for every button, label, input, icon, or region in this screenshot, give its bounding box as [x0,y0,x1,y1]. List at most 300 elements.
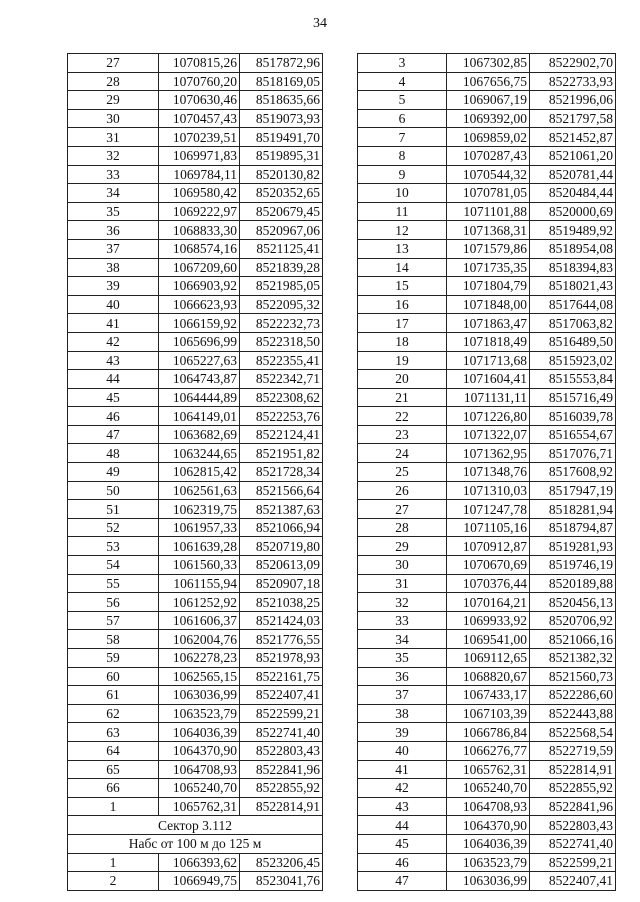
x-coordinate: 1071863,47 [447,314,530,333]
x-coordinate: 1070164,21 [447,593,530,612]
x-coordinate: 1061252,92 [159,593,240,612]
point-number: 59 [68,649,159,668]
y-coordinate: 8520613,09 [240,556,323,575]
x-coordinate: 1071310,03 [447,481,530,500]
point-number: 47 [68,425,159,444]
point-number: 42 [68,332,159,351]
y-coordinate: 8519489,92 [530,221,616,240]
table-row [358,500,616,519]
y-coordinate: 8517872,96 [240,54,323,73]
table-row [358,202,616,221]
x-coordinate: 1070544,32 [447,165,530,184]
point-number: 54 [68,556,159,575]
table-row [358,370,616,389]
section-heading: Набс от 100 м до 125 м [68,834,323,853]
x-coordinate: 1062319,75 [159,500,240,519]
y-coordinate: 8519073,93 [240,109,323,128]
x-coordinate: 1071322,07 [447,425,530,444]
point-number: 46 [68,407,159,426]
table-row [358,221,616,240]
x-coordinate: 1071848,00 [447,295,530,314]
y-coordinate: 8522407,41 [530,872,616,891]
table-row [358,704,616,723]
table-row [68,332,323,351]
x-coordinate: 1071818,49 [447,332,530,351]
y-coordinate: 8522407,41 [240,686,323,705]
table-row [358,444,616,463]
point-number: 64 [68,741,159,760]
point-number: 50 [68,481,159,500]
point-number: 22 [358,407,447,426]
point-number: 60 [68,667,159,686]
x-coordinate: 1070781,05 [447,184,530,203]
x-coordinate: 1067103,39 [447,704,530,723]
table-row [68,277,323,296]
point-number: 32 [358,593,447,612]
point-number: 6 [358,109,447,128]
table-row [68,649,323,668]
y-coordinate: 8516489,50 [530,332,616,351]
y-coordinate: 8520352,65 [240,184,323,203]
table-row [68,686,323,705]
point-number: 34 [358,630,447,649]
y-coordinate: 8521452,87 [530,128,616,147]
table-row [358,407,616,426]
y-coordinate: 8517608,92 [530,463,616,482]
y-coordinate: 8521066,94 [240,518,323,537]
x-coordinate: 1065240,70 [159,779,240,798]
point-number: 36 [68,221,159,240]
point-number: 14 [358,258,447,277]
coordinates-table-right [357,53,616,891]
table-row [68,407,323,426]
x-coordinate: 1067209,60 [159,258,240,277]
x-coordinate: 1071368,31 [447,221,530,240]
y-coordinate: 8522741,40 [530,834,616,853]
y-coordinate: 8519895,31 [240,146,323,165]
x-coordinate: 1068833,30 [159,221,240,240]
table-row [68,667,323,686]
y-coordinate: 8521839,28 [240,258,323,277]
y-coordinate: 8522803,43 [530,816,616,835]
table-row [358,611,616,630]
y-coordinate: 8521728,34 [240,463,323,482]
point-number: 35 [358,649,447,668]
point-number: 62 [68,704,159,723]
x-coordinate: 1070376,44 [447,574,530,593]
x-coordinate: 1062815,42 [159,463,240,482]
table-row [358,630,616,649]
y-coordinate: 8521566,64 [240,481,323,500]
point-number: 23 [358,425,447,444]
y-coordinate: 8521038,25 [240,593,323,612]
section-heading-row [68,834,323,853]
point-number: 52 [68,518,159,537]
x-coordinate: 1062278,23 [159,649,240,668]
x-coordinate: 1066949,75 [159,872,240,891]
x-coordinate: 1067656,75 [447,72,530,91]
x-coordinate: 1065762,31 [447,760,530,779]
x-coordinate: 1064036,39 [447,834,530,853]
table-row [68,593,323,612]
x-coordinate: 1070815,26 [159,54,240,73]
point-number: 28 [68,72,159,91]
table-row [68,444,323,463]
point-number: 44 [68,370,159,389]
x-coordinate: 1065696,99 [159,332,240,351]
table-row [358,239,616,258]
table-row [68,72,323,91]
table-row [358,853,616,872]
y-coordinate: 8522568,54 [530,723,616,742]
x-coordinate: 1068574,16 [159,239,240,258]
point-number: 31 [358,574,447,593]
y-coordinate: 8521424,03 [240,611,323,630]
table-row [358,834,616,853]
point-number: 16 [358,295,447,314]
x-coordinate: 1064370,90 [159,741,240,760]
table-row [68,741,323,760]
x-coordinate: 1064149,01 [159,407,240,426]
table-row [68,779,323,798]
point-number: 35 [68,202,159,221]
table-row [358,816,616,835]
y-coordinate: 8522124,41 [240,425,323,444]
x-coordinate: 1070630,46 [159,91,240,110]
point-number: 29 [358,537,447,556]
point-number: 27 [358,500,447,519]
table-row [358,518,616,537]
table-row [68,425,323,444]
x-coordinate: 1069784,11 [159,165,240,184]
y-coordinate: 8518169,05 [240,72,323,91]
point-number: 5 [358,91,447,110]
x-coordinate: 1064444,89 [159,388,240,407]
table-row [68,500,323,519]
y-coordinate: 8522443,88 [530,704,616,723]
y-coordinate: 8522308,62 [240,388,323,407]
x-coordinate: 1064370,90 [447,816,530,835]
x-coordinate: 1069392,00 [447,109,530,128]
point-number: 66 [68,779,159,798]
y-coordinate: 8522855,92 [240,779,323,798]
point-number: 48 [68,444,159,463]
y-coordinate: 8520679,45 [240,202,323,221]
x-coordinate: 1063036,99 [447,872,530,891]
table-row [358,54,616,73]
table-row [68,556,323,575]
x-coordinate: 1066276,77 [447,741,530,760]
table-row [68,574,323,593]
table-row [358,146,616,165]
table-row [358,109,616,128]
point-number: 11 [358,202,447,221]
x-coordinate: 1066903,92 [159,277,240,296]
x-coordinate: 1066623,93 [159,295,240,314]
y-coordinate: 8522599,21 [240,704,323,723]
point-number: 4 [358,72,447,91]
table-row [358,537,616,556]
table-row [358,295,616,314]
table-row [68,872,323,891]
x-coordinate: 1064743,87 [159,370,240,389]
y-coordinate: 8522803,43 [240,741,323,760]
table-row [358,723,616,742]
point-number: 9 [358,165,447,184]
point-number: 3 [358,54,447,73]
y-coordinate: 8517076,71 [530,444,616,463]
table-row [68,388,323,407]
table-row [358,556,616,575]
table-row [68,258,323,277]
x-coordinate: 1071735,35 [447,258,530,277]
point-number: 32 [68,146,159,165]
table-row [358,593,616,612]
y-coordinate: 8520484,44 [530,184,616,203]
table-row [358,425,616,444]
table-row [68,202,323,221]
table-row [358,72,616,91]
x-coordinate: 1071579,86 [447,239,530,258]
x-coordinate: 1069112,65 [447,649,530,668]
y-coordinate: 8522318,50 [240,332,323,351]
table-row [68,109,323,128]
point-number: 38 [68,258,159,277]
x-coordinate: 1065762,31 [159,797,240,816]
x-coordinate: 1068820,67 [447,667,530,686]
point-number: 31 [68,128,159,147]
point-number: 33 [68,165,159,184]
point-number: 29 [68,91,159,110]
table-row [68,797,323,816]
x-coordinate: 1069971,83 [159,146,240,165]
y-coordinate: 8520719,80 [240,537,323,556]
x-coordinate: 1061639,28 [159,537,240,556]
y-coordinate: 8521125,41 [240,239,323,258]
point-number: 8 [358,146,447,165]
x-coordinate: 1070239,51 [159,128,240,147]
y-coordinate: 8521061,20 [530,146,616,165]
point-number: 38 [358,704,447,723]
y-coordinate: 8521776,55 [240,630,323,649]
x-coordinate: 1070912,87 [447,537,530,556]
x-coordinate: 1067433,17 [447,686,530,705]
x-coordinate: 1071604,41 [447,370,530,389]
x-coordinate: 1062565,15 [159,667,240,686]
point-number: 55 [68,574,159,593]
y-coordinate: 8518281,94 [530,500,616,519]
y-coordinate: 8522902,70 [530,54,616,73]
table-row [68,314,323,333]
table-row [358,797,616,816]
table-row [68,630,323,649]
point-number: 57 [68,611,159,630]
y-coordinate: 8523041,76 [240,872,323,891]
table-row [358,779,616,798]
y-coordinate: 8520706,92 [530,611,616,630]
table-row [358,314,616,333]
x-coordinate: 1065227,63 [159,351,240,370]
x-coordinate: 1064708,93 [159,760,240,779]
point-number: 25 [358,463,447,482]
y-coordinate: 8521978,93 [240,649,323,668]
x-coordinate: 1070670,69 [447,556,530,575]
point-number: 33 [358,611,447,630]
x-coordinate: 1061957,33 [159,518,240,537]
y-coordinate: 8522741,40 [240,723,323,742]
table-row [358,165,616,184]
x-coordinate: 1069859,02 [447,128,530,147]
table-row [358,667,616,686]
y-coordinate: 8522095,32 [240,295,323,314]
y-coordinate: 8522232,73 [240,314,323,333]
point-number: 61 [68,686,159,705]
y-coordinate: 8521985,05 [240,277,323,296]
section-heading-row [68,816,323,835]
table-row [68,370,323,389]
y-coordinate: 8518794,87 [530,518,616,537]
x-coordinate: 1069933,92 [447,611,530,630]
y-coordinate: 8520781,44 [530,165,616,184]
x-coordinate: 1071101,88 [447,202,530,221]
table-row [358,128,616,147]
point-number: 2 [68,872,159,891]
point-number: 21 [358,388,447,407]
y-coordinate: 8521560,73 [530,667,616,686]
y-coordinate: 8521951,82 [240,444,323,463]
y-coordinate: 8518021,43 [530,277,616,296]
y-coordinate: 8520000,69 [530,202,616,221]
table-row [68,704,323,723]
point-number: 46 [358,853,447,872]
y-coordinate: 8522841,96 [240,760,323,779]
x-coordinate: 1070760,20 [159,72,240,91]
x-coordinate: 1071804,79 [447,277,530,296]
table-row [358,184,616,203]
table-row [358,332,616,351]
table-row [358,91,616,110]
point-number: 45 [358,834,447,853]
y-coordinate: 8519281,93 [530,537,616,556]
x-coordinate: 1066393,62 [159,853,240,872]
y-coordinate: 8521797,58 [530,109,616,128]
y-coordinate: 8521066,16 [530,630,616,649]
point-number: 43 [358,797,447,816]
y-coordinate: 8523206,45 [240,853,323,872]
y-coordinate: 8515716,49 [530,388,616,407]
point-number: 40 [68,295,159,314]
x-coordinate: 1066159,92 [159,314,240,333]
point-number: 39 [358,723,447,742]
x-coordinate: 1069580,42 [159,184,240,203]
table-row [358,760,616,779]
point-number: 30 [358,556,447,575]
y-coordinate: 8520907,18 [240,574,323,593]
point-number: 30 [68,109,159,128]
point-number: 20 [358,370,447,389]
table-row [68,165,323,184]
point-number: 43 [68,351,159,370]
y-coordinate: 8522342,71 [240,370,323,389]
y-coordinate: 8521387,63 [240,500,323,519]
x-coordinate: 1070457,43 [159,109,240,128]
table-row [68,518,323,537]
point-number: 10 [358,184,447,203]
table-row [68,295,323,314]
point-number: 34 [68,184,159,203]
x-coordinate: 1069541,00 [447,630,530,649]
x-coordinate: 1067302,85 [447,54,530,73]
table-row [68,611,323,630]
x-coordinate: 1071348,76 [447,463,530,482]
y-coordinate: 8522253,76 [240,407,323,426]
table-row [68,760,323,779]
table-row [358,351,616,370]
x-coordinate: 1066786,84 [447,723,530,742]
point-number: 15 [358,277,447,296]
page-number: 34 [313,16,327,31]
y-coordinate: 8516039,78 [530,407,616,426]
coordinates-table-left [67,53,323,891]
x-coordinate: 1063682,69 [159,425,240,444]
x-coordinate: 1071131,11 [447,388,530,407]
point-number: 7 [358,128,447,147]
point-number: 24 [358,444,447,463]
table-row [68,723,323,742]
y-coordinate: 8520456,13 [530,593,616,612]
point-number: 37 [68,239,159,258]
y-coordinate: 8517947,19 [530,481,616,500]
x-coordinate: 1071247,78 [447,500,530,519]
point-number: 28 [358,518,447,537]
y-coordinate: 8522161,75 [240,667,323,686]
y-coordinate: 8518635,66 [240,91,323,110]
y-coordinate: 8522286,60 [530,686,616,705]
x-coordinate: 1065240,70 [447,779,530,798]
y-coordinate: 8516554,67 [530,425,616,444]
x-coordinate: 1064708,93 [447,797,530,816]
x-coordinate: 1063523,79 [159,704,240,723]
point-number: 41 [68,314,159,333]
x-coordinate: 1061606,37 [159,611,240,630]
y-coordinate: 8518394,83 [530,258,616,277]
x-coordinate: 1071713,68 [447,351,530,370]
point-number: 40 [358,741,447,760]
point-number: 39 [68,277,159,296]
table-row [68,239,323,258]
y-coordinate: 8522599,21 [530,853,616,872]
point-number: 37 [358,686,447,705]
x-coordinate: 1062004,76 [159,630,240,649]
x-coordinate: 1063036,99 [159,686,240,705]
table-row [68,537,323,556]
table-row [358,686,616,705]
table-row [358,872,616,891]
table-row [68,481,323,500]
table-row [358,388,616,407]
x-coordinate: 1062561,63 [159,481,240,500]
point-number: 12 [358,221,447,240]
point-number: 47 [358,872,447,891]
table-row [68,146,323,165]
point-number: 1 [68,853,159,872]
table-row [358,258,616,277]
y-coordinate: 8517063,82 [530,314,616,333]
table-row [68,91,323,110]
table-row [68,128,323,147]
x-coordinate: 1061560,33 [159,556,240,575]
point-number: 51 [68,500,159,519]
